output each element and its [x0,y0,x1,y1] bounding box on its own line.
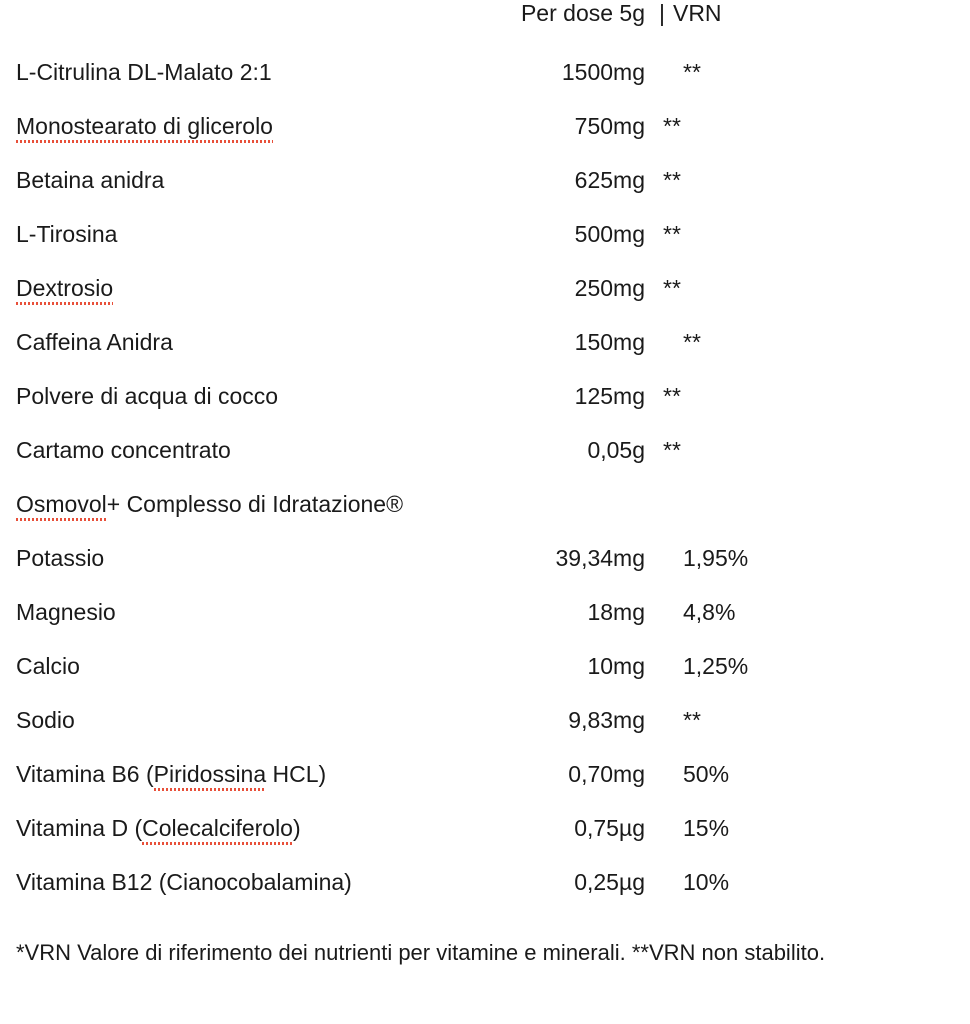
table-row [0,274,970,328]
ingredient-vrn: ** [663,275,681,301]
ingredient-name [0,112,485,140]
ingredient-name: Cartamo concentrato [16,437,231,463]
ingredient-name [0,274,485,302]
header-separator: | [659,0,665,26]
header-dose-label: Per dose 5g [520,0,645,26]
table-row [0,652,970,706]
ingredient-name: Potassio [16,545,105,571]
table-row [0,706,970,760]
table-row [0,220,970,274]
ingredient-vrn: 10% [683,869,730,895]
ingredient-vrn: 50% [683,761,730,787]
ingredient-vrn: ** [663,437,681,463]
ingredient-vrn: ** [663,167,681,193]
table-row [0,868,970,922]
ingredient-vrn: 15% [683,815,730,841]
ingredient-name: Caffeina Anidra [16,329,173,355]
ingredient-amount: 0,25µg [574,869,645,895]
ingredient-vrn: ** [683,329,701,355]
ingredient-name-suffix: HCL) [266,761,327,787]
group-heading-row [0,490,970,544]
table-row [0,112,970,166]
ingredient-amount: 9,83mg [568,707,645,733]
ingredient-amount: 0,75µg [574,815,645,841]
ingredient-name: Sodio [16,707,75,733]
ingredient-name: Vitamina B12 (Cianocobalamina) [16,869,352,895]
ingredient-name-suffix: ) [292,815,301,841]
ingredient-name: Calcio [16,653,80,679]
ingredient-amount: 10mg [587,653,645,679]
ingredient-vrn: 1,95% [683,545,749,571]
footnote: *VRN Valore di riferimento dei nutrienti per vitamine e minerali. **VRN non stabilito. [16,940,826,965]
ingredient-name [0,814,485,842]
table-row [0,814,970,868]
ingredient-vrn: ** [663,113,681,139]
ingredient-name-prefix: Vitamina D ( [16,815,143,841]
header-vrn-label [645,0,859,27]
ingredient-amount: 0,05g [587,437,645,463]
ingredient-name: Magnesio [16,599,116,625]
ingredient-amount: 1500mg [561,59,645,85]
ingredient-name [0,760,485,788]
ingredient-vrn: ** [663,383,681,409]
ingredient-amount: 750mg [574,113,645,139]
table-header-row [0,0,970,58]
ingredient-vrn: ** [683,707,701,733]
table-row [0,598,970,652]
table-row [0,544,970,598]
ingredient-name: Polvere di acqua di cocco [16,383,279,409]
ingredient-vrn: ** [663,221,681,247]
ingredient-vrn: ** [683,59,701,85]
group-heading-rest: + Complesso di Idratazione® [106,491,404,517]
spellcheck-underline: Osmovol [16,491,107,517]
ingredient-amount: 250mg [574,275,645,301]
ingredient-name-prefix: Vitamina B6 ( [16,761,154,787]
table-row [0,328,970,382]
ingredient-amount: 125mg [574,383,645,409]
ingredient-amount: 150mg [574,329,645,355]
ingredient-amount: 18mg [587,599,645,625]
ingredient-name: L-Tirosina [16,221,118,247]
ingredient-name: L-Citrulina DL-Malato 2:1 [16,59,272,85]
table-row [0,166,970,220]
ingredient-amount: 625mg [574,167,645,193]
spellcheck-underline: Colecalciferolo [142,815,293,841]
group-heading [0,490,485,518]
table-row [0,58,970,112]
spellcheck-underline: Dextrosio [16,275,114,301]
table-row [0,760,970,814]
table-row [0,382,970,436]
spellcheck-underline: Monostearato di glicerolo [16,113,273,139]
table-row [0,436,970,490]
header-vrn-text: VRN [672,0,722,26]
ingredient-vrn: 4,8% [683,599,736,625]
ingredient-amount: 0,70mg [568,761,645,787]
ingredient-vrn: 1,25% [683,653,749,679]
spellcheck-underline: Piridossina [153,761,267,787]
ingredient-amount: 500mg [574,221,645,247]
ingredient-name: Betaina anidra [16,167,165,193]
ingredient-amount: 39,34mg [555,545,645,571]
